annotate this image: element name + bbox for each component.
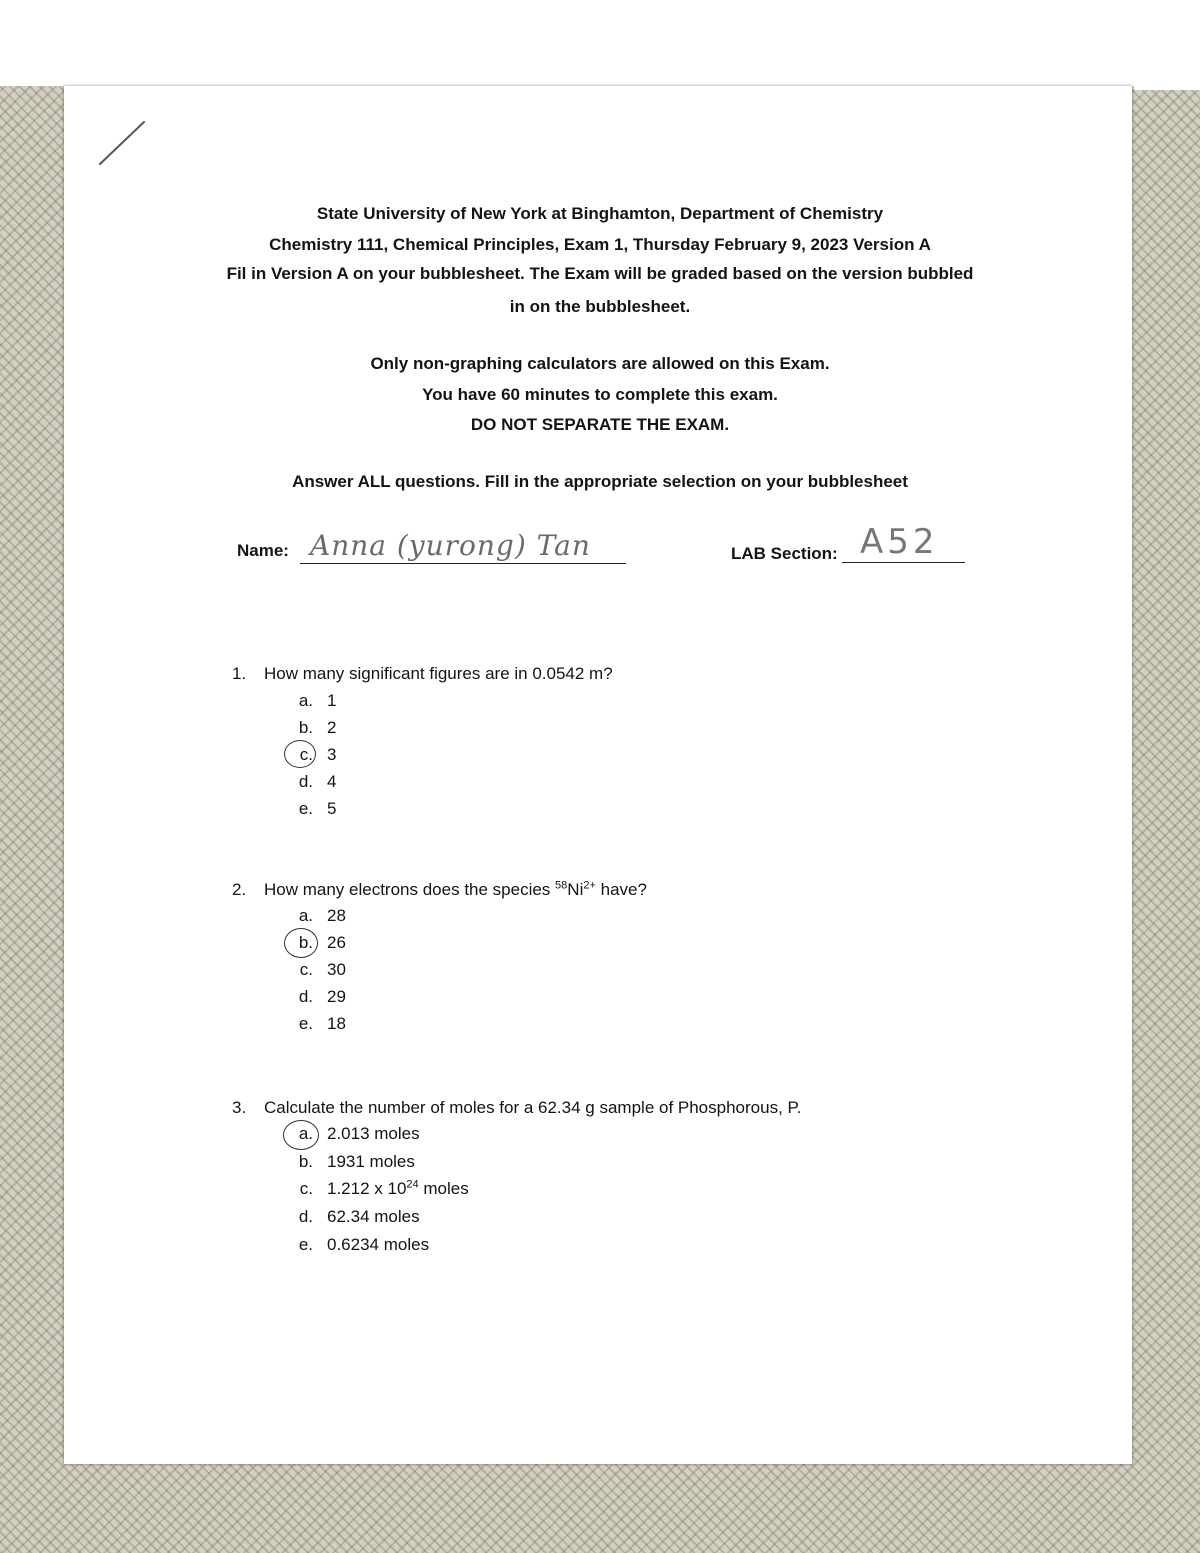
q1-answer-circle: [284, 740, 316, 768]
q3-option-c-mantissa: 1.212 x 10: [327, 1179, 407, 1198]
ion-charge: 2+: [583, 879, 596, 892]
q2-option-e-letter: e.: [298, 1014, 313, 1033]
rule-no-separate: DO NOT SEPARATE THE EXAM.: [470, 415, 730, 434]
q1-option-d-letter: d.: [298, 772, 313, 791]
q3-option-c-unit: moles: [418, 1179, 469, 1198]
q1-option-d-text: 4: [327, 772, 337, 791]
q2-option-a-letter: a.: [298, 906, 313, 925]
q1-option-e-text: 5: [327, 799, 337, 818]
q3-option-c-text: [327, 1178, 469, 1200]
q2-option-d-text: 29: [327, 987, 346, 1006]
question-2-number: 2.: [232, 880, 247, 899]
q2-option-d-letter: d.: [298, 987, 313, 1006]
question-3-number: 3.: [232, 1098, 247, 1117]
q2-option-b-letter: b.: [298, 933, 313, 952]
q1-option-a-letter: a.: [298, 691, 313, 710]
element-symbol: Ni: [567, 880, 584, 899]
isotope-mass: 58: [555, 879, 568, 892]
scan-margin-top: [0, 0, 1200, 86]
header-line-4: in on the bubblesheet.: [509, 297, 691, 316]
pencil-mark: [96, 118, 148, 170]
q1-option-c-text: 3: [327, 745, 337, 764]
lab-section-handwriting: A52: [860, 522, 939, 562]
q2-option-b-text: 26: [327, 933, 346, 952]
question-2-text-before: How many electrons does the species: [264, 880, 556, 899]
q1-option-e-letter: e.: [298, 799, 313, 818]
q3-option-a-text: 2.013 moles: [327, 1124, 420, 1143]
q2-option-c-text: 30: [327, 960, 346, 979]
lab-section-label: LAB Section:: [731, 544, 838, 563]
q1-option-b-text: 2: [327, 718, 337, 737]
header-line-1: State University of New York at Binghamton, Department of Chemistry: [316, 204, 884, 223]
q2-option-c-letter: c.: [299, 960, 313, 979]
q3-option-b-letter: b.: [298, 1152, 313, 1171]
lab-section-underline: [842, 562, 965, 563]
question-2-text: [264, 879, 647, 901]
q3-option-e-letter: e.: [298, 1235, 313, 1254]
q1-option-b-letter: b.: [298, 718, 313, 737]
q3-option-d-text: 62.34 moles: [327, 1207, 420, 1226]
exam-page: [64, 86, 1132, 1464]
question-1-number: 1.: [232, 664, 247, 683]
header-line-2: Chemistry 111, Chemical Principles, Exam 1, Thursday February 9, 2023 Version A: [269, 235, 931, 254]
q2-answer-circle: [284, 928, 318, 958]
q3-option-e-text: 0.6234 moles: [327, 1235, 430, 1254]
question-1-text: How many significant figures are in 0.0542 m?: [264, 664, 613, 683]
name-label: Name:: [237, 541, 289, 560]
scan-margin-right: [1134, 0, 1200, 90]
q3-option-b-text: 1931 moles: [327, 1152, 415, 1171]
question-3-text: Calculate the number of moles for a 62.34 g sample of Phosphorous, P.: [264, 1098, 802, 1117]
header-line-3: Fil in Version A on your bubblesheet. The Exam will be graded based on the version bubbled: [226, 264, 974, 283]
q3-option-a-letter: a.: [298, 1124, 313, 1143]
q2-option-a-text: 28: [327, 906, 346, 925]
q3-answer-circle: [283, 1120, 319, 1150]
q2-option-e-text: 18: [327, 1014, 346, 1033]
rule-time: You have 60 minutes to complete this exam.: [422, 385, 778, 404]
q1-option-c-letter: c.: [299, 745, 313, 764]
q1-option-a-text: 1: [327, 691, 337, 710]
question-2-text-after: have?: [595, 880, 647, 899]
name-handwriting: Anna (yurong) Tan: [310, 529, 591, 562]
rule-calculators: Only non-graphing calculators are allowed on this Exam.: [370, 354, 830, 373]
q3-option-c-exponent: 24: [406, 1178, 419, 1191]
q3-option-d-letter: d.: [298, 1207, 313, 1226]
q3-option-c-letter: c.: [299, 1179, 313, 1198]
instruction: Answer ALL questions. Fill in the appropriate selection on your bubblesheet: [292, 472, 908, 491]
